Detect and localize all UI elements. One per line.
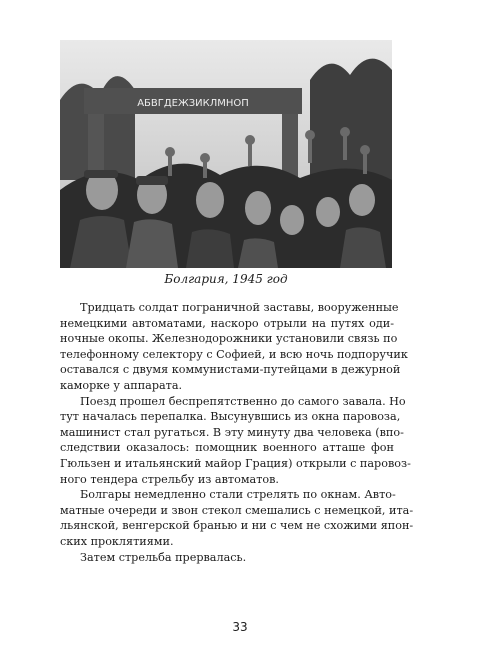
text-line: телефонному селектору с Софией, и всю ночь подпоручик (60, 347, 408, 361)
historical-photo (60, 40, 392, 268)
text-line: льянской, венгерской бранью и ни с чем не схожими япон- (60, 519, 414, 533)
text-line: оставался с двумя коммунистами-путейцами в дежурной (60, 363, 401, 377)
text-line: Поезд прошел беспрепятственно до самого завала. Но (80, 394, 406, 408)
page-number: 33 (232, 620, 248, 634)
text-line: немецкими автоматами, наскоро отрыли на путях оди- (60, 316, 394, 330)
crowd-photo-icon (60, 40, 392, 268)
text-line: ночные окопы. Железнодорожники установили связь по (60, 332, 398, 346)
text-line: следствии оказалось: помощник военного атташе фон (60, 441, 394, 455)
paragraph-2 (60, 394, 411, 488)
text-line: матные очереди и звон стекол смешались с немецкой, ита- (60, 503, 414, 517)
text-line: Болгары немедленно стали стрелять по окнам. Авто- (80, 488, 396, 502)
text-line: машинист стал ругаться. В эту минуту два человека (впо- (60, 425, 404, 439)
text-line: ских проклятиями. (60, 534, 174, 548)
text-line: ного тендера стрельбу из автоматов. (60, 472, 279, 486)
paragraph-4 (60, 550, 394, 566)
text-line: тут началась перепалка. Высунувшись из окна паровоза, (60, 410, 401, 424)
text-line: Тридцать солдат пограничной заставы, вооруженные (80, 301, 399, 314)
body-text (60, 300, 414, 565)
text-line: Затем стрельба прервалась. (80, 550, 247, 564)
paragraph-3 (60, 487, 414, 549)
banner-text: АБВГДЕЖЗИКЛМНОП (137, 98, 249, 109)
text-line: каморке у аппарата. (60, 378, 183, 392)
photo-caption: Болгария, 1945 год (164, 272, 288, 286)
text-line: Гюльзен и итальянский майор Грация) открыли с паровоз- (60, 456, 411, 470)
paragraph-1 (60, 300, 408, 394)
